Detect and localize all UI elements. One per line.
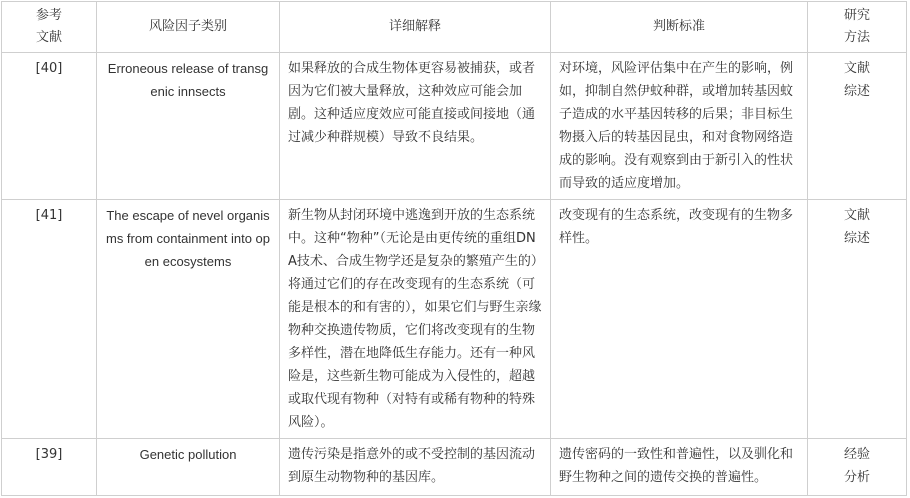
cell-explanation: 如果释放的合成生物体更容易被捕获，或者因为它们被大量释放，这种效应可能会加剧。这种适应度效应可能直接或间接地（通过减少种群规模）导致不良结果。: [280, 53, 551, 200]
cell-method: 经验 分析: [808, 439, 907, 496]
header-row: [2, 2, 907, 53]
cell-criteria: 遗传密码的一致性和普遍性，以及驯化和野生物种之间的遗传交换的普遍性。: [551, 439, 808, 496]
cell-ref: [40]: [2, 53, 97, 200]
cell-criteria: 对环境，风险评估集中在产生的影响，例如，抑制自然伊蚊种群，或增加转基因蚊子造成的水平基因转移的后果；非目标生物摄入后的转基因昆虫，和对食物网络造成的影响。没有观察到由于新引入的性状而导致的适应度增加。: [551, 53, 808, 200]
cell-category: Genetic pollution: [97, 439, 280, 496]
header-explanation: 详细解释: [280, 2, 551, 53]
cell-method: 文献 综述: [808, 53, 907, 200]
cell-ref: [39]: [2, 439, 97, 496]
cell-criteria: 改变现有的生态系统，改变现有的生物多样性。: [551, 200, 808, 439]
table-row: [2, 200, 907, 439]
header-ref: 参考 文献: [2, 2, 97, 53]
risk-factor-table: [1, 1, 907, 496]
cell-method: 文献 综述: [808, 200, 907, 439]
header-method: 研究 方法: [808, 2, 907, 53]
cell-category: Erroneous release of transgenic innsects: [97, 53, 280, 200]
cell-category: The escape of nevel organisms from containment into open ecosystems: [97, 200, 280, 439]
table-row: [2, 53, 907, 200]
cell-explanation: 遗传污染是指意外的或不受控制的基因流动到原生动物物种的基因库。: [280, 439, 551, 496]
cell-explanation: 新生物从封闭环境中逃逸到开放的生态系统中。这种“物种”（无论是由更传统的重组DNA技术、合成生物学还是复杂的繁殖产生的）将通过它们的存在改变现有的生态系统（可能是根本的和有害的），如果它们与野生亲缘物种交换遗传物质，它们将改变现有的生物多样性，潜在地降低生存能力。还有一种风险是，这些新生物可能成为入侵性的，超越或取代现有物种（对特有或稀有物种的特殊风险）。: [280, 200, 551, 439]
header-category: 风险因子类别: [97, 2, 280, 53]
table-row: [2, 439, 907, 496]
header-criteria: 判断标准: [551, 2, 808, 53]
cell-ref: [41]: [2, 200, 97, 439]
